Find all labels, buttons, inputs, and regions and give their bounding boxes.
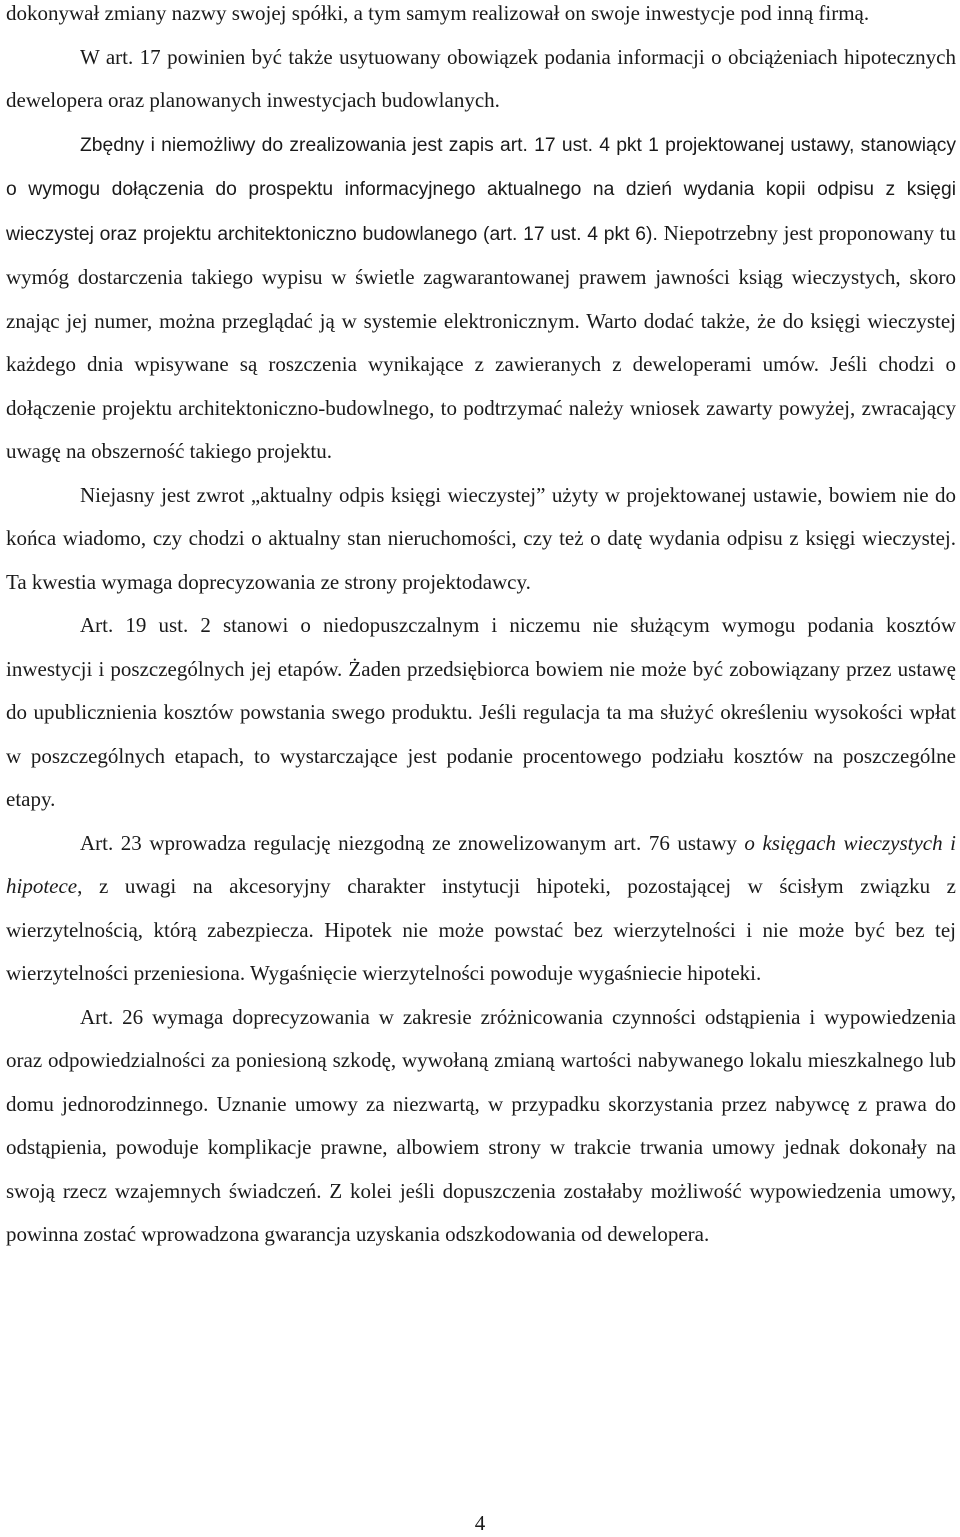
paragraph-3: [6, 123, 956, 474]
paragraph-6: [6, 822, 956, 996]
paragraph-text: Zbędny i niemożliwy do zrealizowania jest zapis art. 17 ust. 4 pkt 1 projektowanej ustawy, stanowiący o wymogu dołączenia do prospektu informacyjnego aktualnego na dzień wydania kopii odpisu z księgi wieczystej oraz projektu architektoniczno budowlanego (art. 17 ust. 4 pkt 6).: [6, 134, 956, 245]
paragraph-text: Art. 19 ust. 2 stanowi o niedopuszczalnym i niczemu nie służącym wymogu podania kosztów inwestycji i poszczególnych jej etapów. Żaden przedsiębiorca bowiem nie może być zobowiązany przez ustawę do upublicznienia kosztów powstania swego produktu. Jeśli regulacja ta ma służyć określeniu wysokości wpłat w poszczególnych etapach, to wystarczające jest podanie procentowego podziału kosztów na poszczególne etapy.: [6, 613, 956, 811]
paragraph-1: [6, 0, 956, 36]
document-page: [6, 0, 956, 1537]
statute-title: o księgach wieczystych i hipotece: [6, 830, 956, 898]
paragraph-text: Niejasny jest zwrot „aktualny odpis księgi wieczystej” użyty w projektowanej ustawie, bowiem nie do końca wiadomo, czy chodzi o aktualny stan nieruchomości, czy też o datę wydania odpisu z księgi wieczystej. Ta kwestia wymaga doprecyzowania ze strony projektodawcy.: [6, 482, 956, 594]
document-body: [6, 0, 956, 1257]
paragraph-text: Art. 23 wprowadza regulację niezgodną ze znowelizowanym art. 76 ustawy: [80, 830, 745, 855]
paragraph-4: [6, 474, 956, 605]
paragraph-text: dokonywał zmiany nazwy swojej spółki, a tym samym realizował on swoje inwestycje pod inną firmą.: [6, 1, 870, 25]
paragraph-text: Art. 26 wymaga doprecyzowania w zakresie zróżnicowania czynności odstąpienia i wypowiedzenia oraz odpowiedzialności za poniesioną szkodę, wywołaną zmianą wartości nabywanego lokalu mieszkalnego lub domu jednorodzinnego. Uznanie umowy za niezwartą, w przypadku skorzystania przez nabywcę z prawa do odstąpienia, powoduje komplikacje prawne, albowiem strony w trakcie trwania umowy jednak dokonały na swoją rzecz wzajemnych świadczeń. Z kolei jeśli dopuszczenia zostałaby możliwość wypowiedzenia umowy, powinna zostać wprowadzona gwarancja uzyskania odszkodowania od dewelopera.: [6, 1004, 956, 1246]
paragraph-5: [6, 604, 956, 822]
paragraph-7: [6, 996, 956, 1257]
paragraph-text: W art. 17 powinien być także usytuowany obowiązek podania informacji o obciążeniach hipotecznych dewelopera oraz planowanych inwestycjach budowlanych.: [6, 44, 956, 112]
page-number: 4: [474, 1511, 486, 1535]
paragraph-text: , z uwagi na akcesoryjny charakter instytucji hipoteki, pozostającej w ścisłym związku z wierzytelnością, którą zabezpiecza. Hipotek nie może powstać bez wierzytelności i nie może być bez tej wierzytelności przeniesiona. Wygaśnięcie wierzytelności powoduje wygaśniecie hipoteki.: [6, 874, 956, 985]
paragraph-text: Niepotrzebny jest proponowany tu wymóg dostarczenia takiego wypisu w świetle zagwarantowanej prawem jawności ksiąg wieczystych, skoro znając jej numer, można przeglądać ją w systemie elektronicznym. Warto dodać także, że do księgi wieczystej każdego dnia wpisywane są roszczenia wynikające z zawieranych z deweloperami umów. Jeśli chodzi o dołączenie projektu architektoniczno-budowlnego, to podtrzymać należy wniosek zawarty powyżej, zwracający uwagę na obszerność takiego projektu.: [6, 220, 956, 463]
paragraph-2: [6, 36, 956, 123]
